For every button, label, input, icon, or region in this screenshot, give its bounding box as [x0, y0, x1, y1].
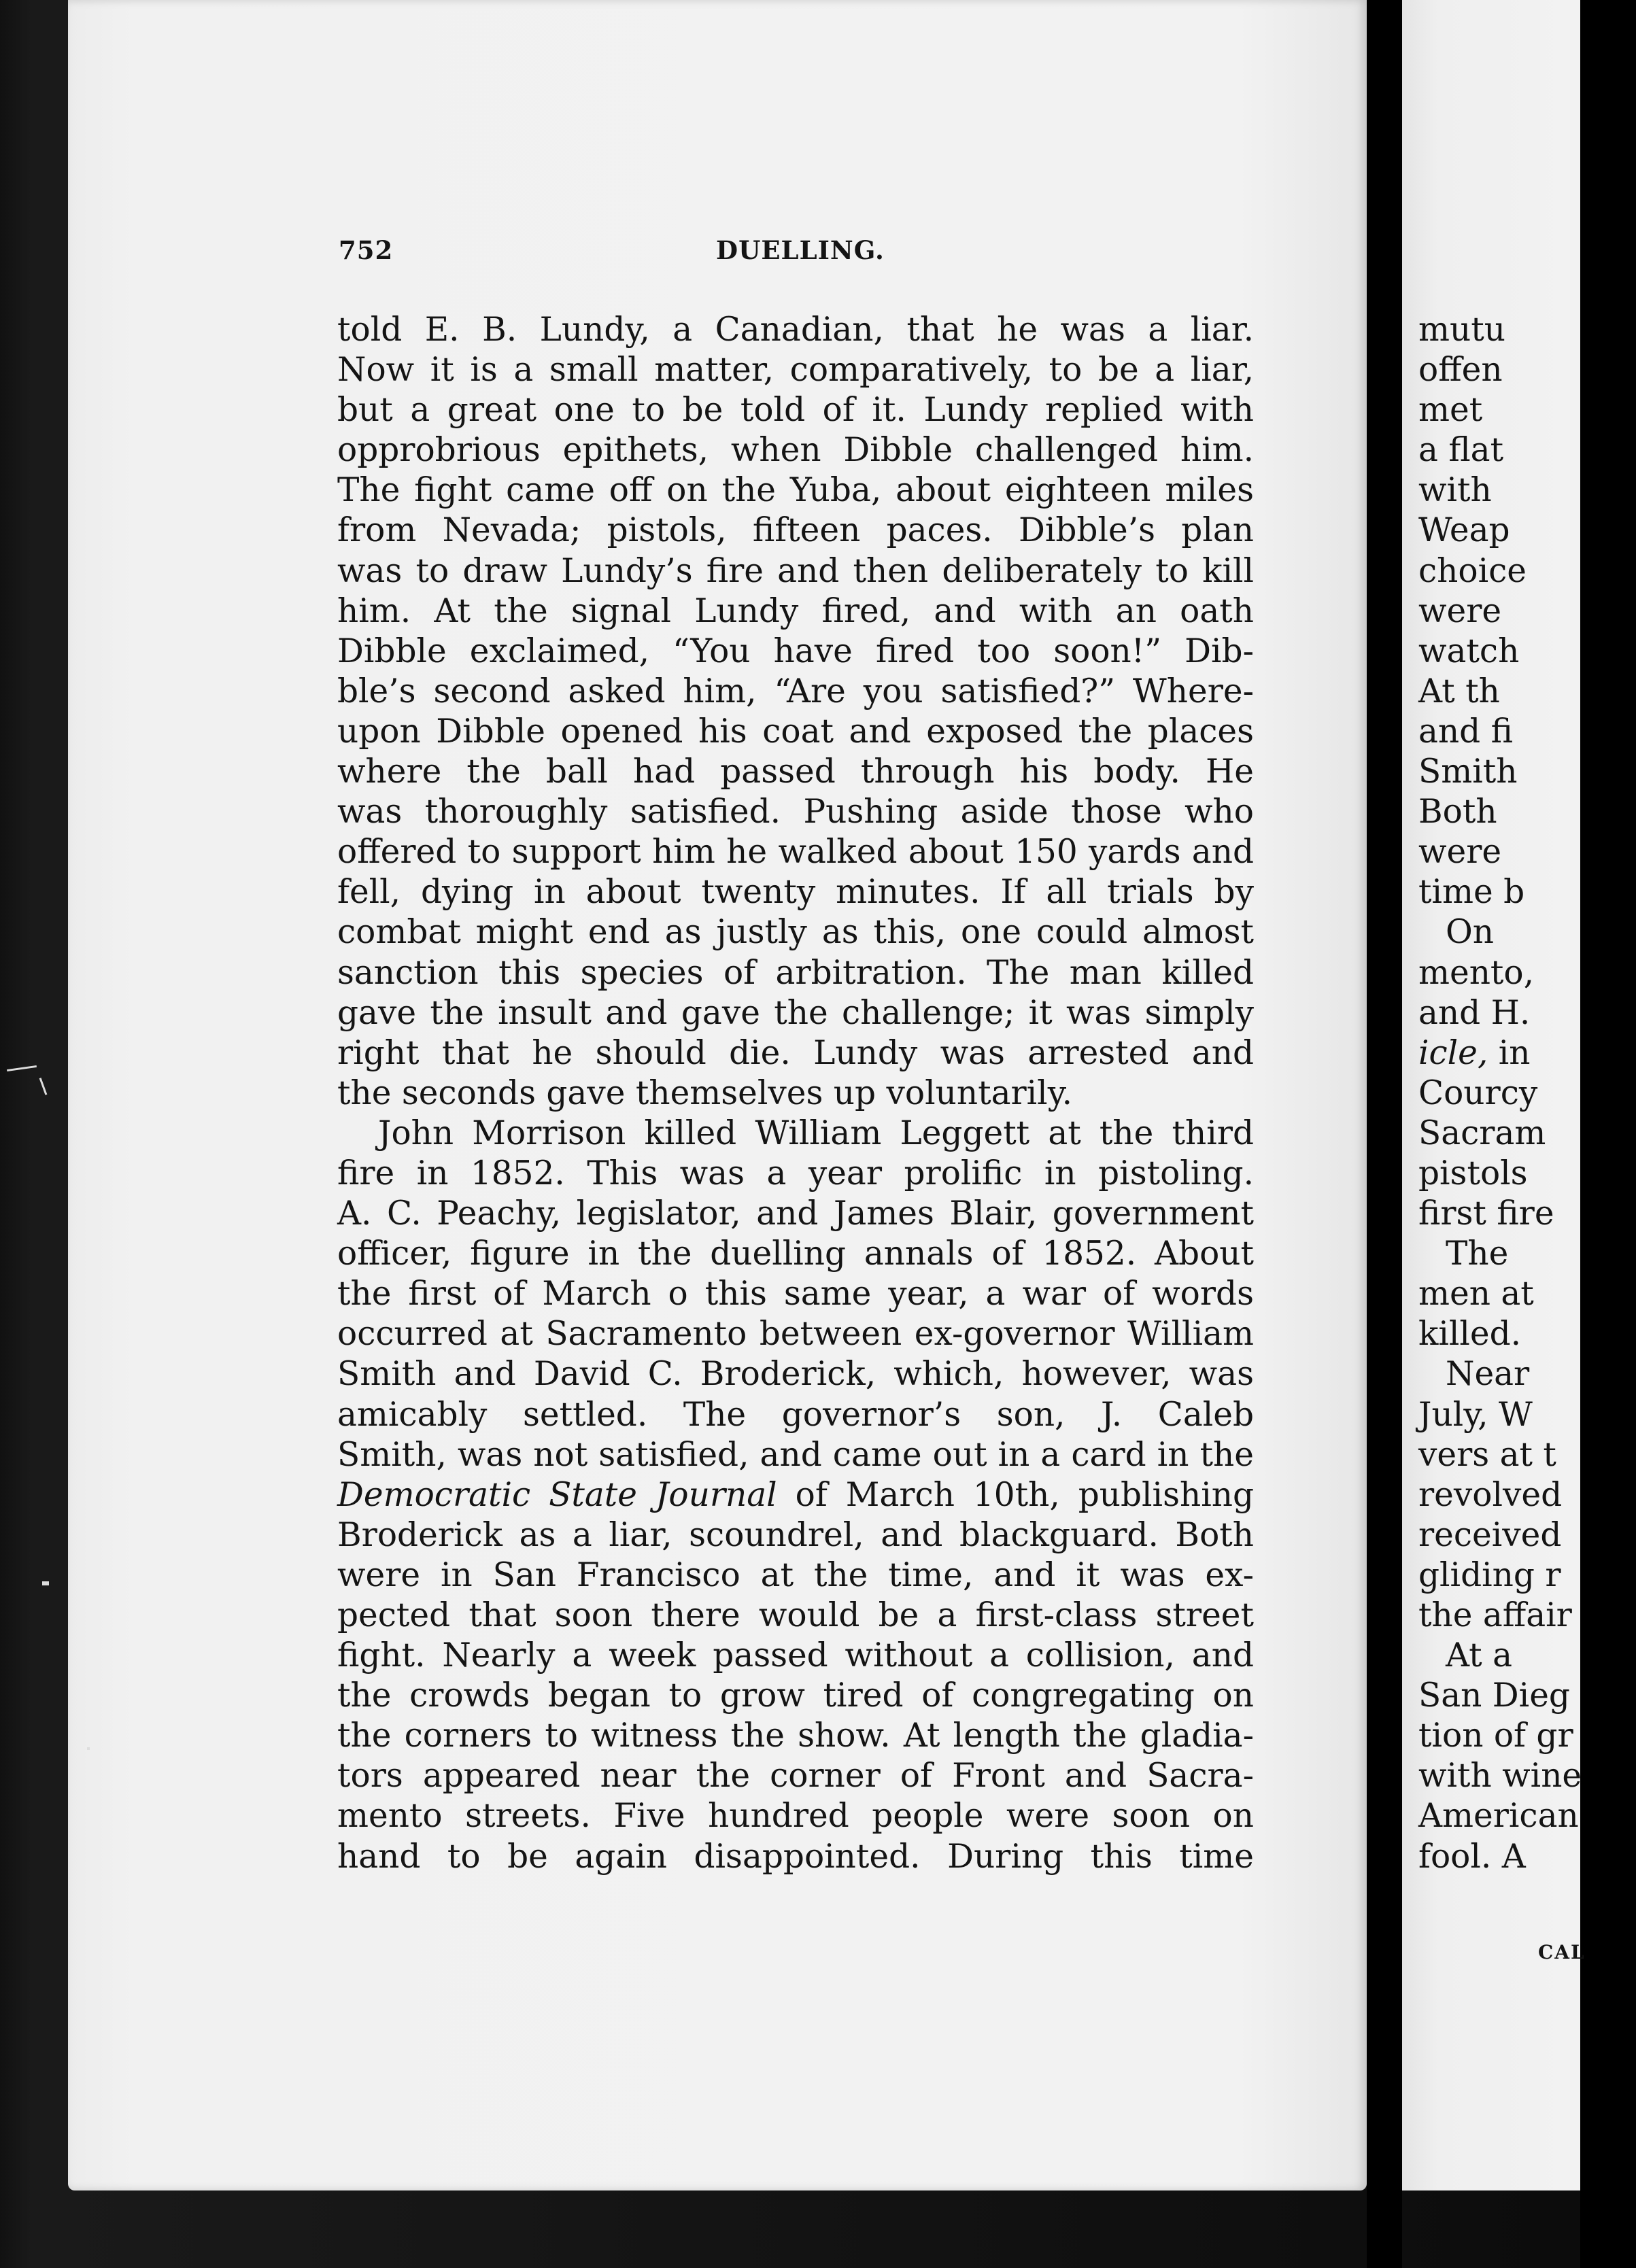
right-page-line: American: [1418, 1797, 1579, 1836]
right-page-line: tion of gr: [1418, 1717, 1573, 1755]
right-page-line: the affair: [1418, 1596, 1572, 1634]
body-line: John Morrison killed William Leggett at the third: [378, 1114, 1254, 1152]
right-page-line: The: [1446, 1235, 1509, 1273]
right-page-line: choice: [1418, 551, 1527, 590]
right-page-line: time b: [1418, 873, 1525, 912]
body-line: fire in 1852. This was a year prolific in pistoling.: [337, 1154, 1254, 1192]
right-page-line: killed.: [1418, 1315, 1522, 1354]
right-page-line: July, W: [1418, 1395, 1533, 1434]
right-page-line: received: [1418, 1515, 1562, 1554]
body-text: [337, 310, 1254, 1877]
right-page-line: met: [1418, 391, 1483, 430]
right-page-line: icle, in: [1418, 1033, 1531, 1072]
body-line: A. C. Peachy, legislator, and James Blair, government: [337, 1195, 1254, 1233]
right-page-line: were: [1418, 591, 1502, 630]
body-line: mento streets. Five hundred people were soon on: [337, 1797, 1254, 1836]
right-page-line: pistols: [1418, 1154, 1528, 1192]
body-line: right that he should die. Lundy was arrested and: [337, 1033, 1254, 1072]
body-line: combat might end as justly as this, one could almost: [337, 913, 1254, 952]
body-line: amicably settled. The governor’s son, J. Caleb: [337, 1395, 1254, 1434]
body-line: Now it is a small matter, comparatively, to be a liar,: [337, 351, 1254, 390]
right-page-line: with: [1418, 471, 1492, 510]
right-page: [1402, 0, 1586, 2190]
right-page-line: men at: [1418, 1275, 1534, 1313]
body-line: where the ball had passed through his body. He: [337, 753, 1254, 791]
right-page-line: gliding r: [1418, 1556, 1561, 1594]
body-line: the corners to witness the show. At length the gladia-: [337, 1717, 1254, 1755]
body-line: him. At the signal Lundy fired, and with an oath: [337, 591, 1254, 630]
right-page-text: [1418, 310, 1636, 1877]
body-line-rest: of March 10th, publishing: [777, 1475, 1254, 1514]
body-line: Dibble exclaimed, “You have fired too soon!” Dib-: [337, 632, 1254, 670]
body-line: told E. B. Lundy, a Canadian, that he was a liar.: [337, 311, 1254, 349]
body-line: Smith, was not satisfied, and came out in a card in the: [337, 1435, 1254, 1474]
right-page-line: Weap: [1418, 511, 1510, 550]
right-page-line: first fire: [1418, 1195, 1554, 1233]
right-page-line: At a: [1446, 1636, 1512, 1675]
body-line: sanction this species of arbitration. The man killed: [337, 953, 1254, 992]
page-gutter: [1367, 0, 1402, 2268]
right-page-line: with wine: [1418, 1757, 1582, 1796]
right-page-line: Smith: [1418, 753, 1518, 791]
right-page-line: vers at t: [1418, 1435, 1556, 1474]
body-line: [337, 1475, 1254, 1515]
body-line: Broderick as a liar, scoundrel, and blackguard. Both: [337, 1515, 1254, 1554]
body-line: hand to be again disappointed. During this time: [337, 1837, 1254, 1876]
body-line: fight. Nearly a week passed without a collision, and: [337, 1636, 1254, 1675]
body-line: the first of March o this same year, a war of words: [337, 1275, 1254, 1313]
right-page-footer: CAL: [1538, 1941, 1586, 1963]
right-page-line: watch: [1418, 632, 1520, 670]
body-line: the crowds began to grow tired of congregating on: [337, 1677, 1254, 1715]
body-line: gave the insult and gave the challenge; it was simply: [337, 993, 1254, 1032]
italic-title: Democratic State Journal: [337, 1475, 777, 1514]
body-line: ble’s second asked him, “Are you satisfied?” Where-: [337, 672, 1254, 710]
body-line: was thoroughly satisfied. Pushing aside those who: [337, 793, 1254, 831]
body-line: Smith and David C. Broderick, which, however, was: [337, 1355, 1254, 1394]
margin-mark: [42, 1581, 49, 1585]
right-page-line: a flat: [1418, 431, 1504, 470]
body-line: fell, dying in about twenty minutes. If all trials by: [337, 873, 1254, 912]
right-page-line: were: [1418, 833, 1502, 872]
right-page-line: Both: [1418, 793, 1497, 831]
right-page-line: and H.: [1418, 993, 1531, 1032]
body-line: upon Dibble opened his coat and exposed the places: [337, 712, 1254, 751]
running-head: [339, 235, 1277, 276]
margin-mark: [87, 1747, 90, 1750]
body-line: but a great one to be told of it. Lundy replied with: [337, 391, 1254, 430]
body-line: tors appeared near the corner of Front and Sacra-: [337, 1757, 1254, 1796]
right-page-line: offen: [1418, 351, 1503, 390]
right-page-line: Near: [1446, 1355, 1530, 1394]
right-page-line: On: [1446, 913, 1494, 952]
right-page-line: At th: [1418, 672, 1500, 710]
body-line: were in San Francisco at the time, and it was ex-: [337, 1556, 1254, 1594]
body-line: opprobrious epithets, when Dibble challenged him.: [337, 431, 1254, 470]
body-line: was to draw Lundy’s fire and then deliberately to kill: [337, 551, 1254, 590]
right-page-line: fool. A: [1418, 1837, 1526, 1876]
body-line: from Nevada; pistols, fifteen paces. Dibble’s plan: [337, 511, 1254, 550]
right-page-line: mutu: [1418, 311, 1505, 349]
body-line: pected that soon there would be a first-class street: [337, 1596, 1254, 1634]
page-number: 752: [339, 235, 394, 265]
body-line: The fight came off on the Yuba, about eighteen miles: [337, 471, 1254, 510]
right-page-line: Sacram: [1418, 1114, 1546, 1152]
right-page-line: mento,: [1418, 953, 1535, 992]
running-title: DUELLING.: [716, 235, 885, 265]
body-line: the seconds gave themselves up voluntarily.: [337, 1073, 1073, 1112]
body-line: officer, figure in the duelling annals of 1852. About: [337, 1235, 1254, 1273]
body-line: occurred at Sacramento between ex-governor William: [337, 1315, 1254, 1354]
right-page-line: San Dieg: [1418, 1677, 1570, 1715]
right-page-line: Courcy: [1418, 1073, 1538, 1112]
right-page-line: revolved: [1418, 1475, 1563, 1514]
body-line: offered to support him he walked about 150 yards and: [337, 833, 1254, 872]
right-page-line: and fi: [1418, 712, 1513, 751]
